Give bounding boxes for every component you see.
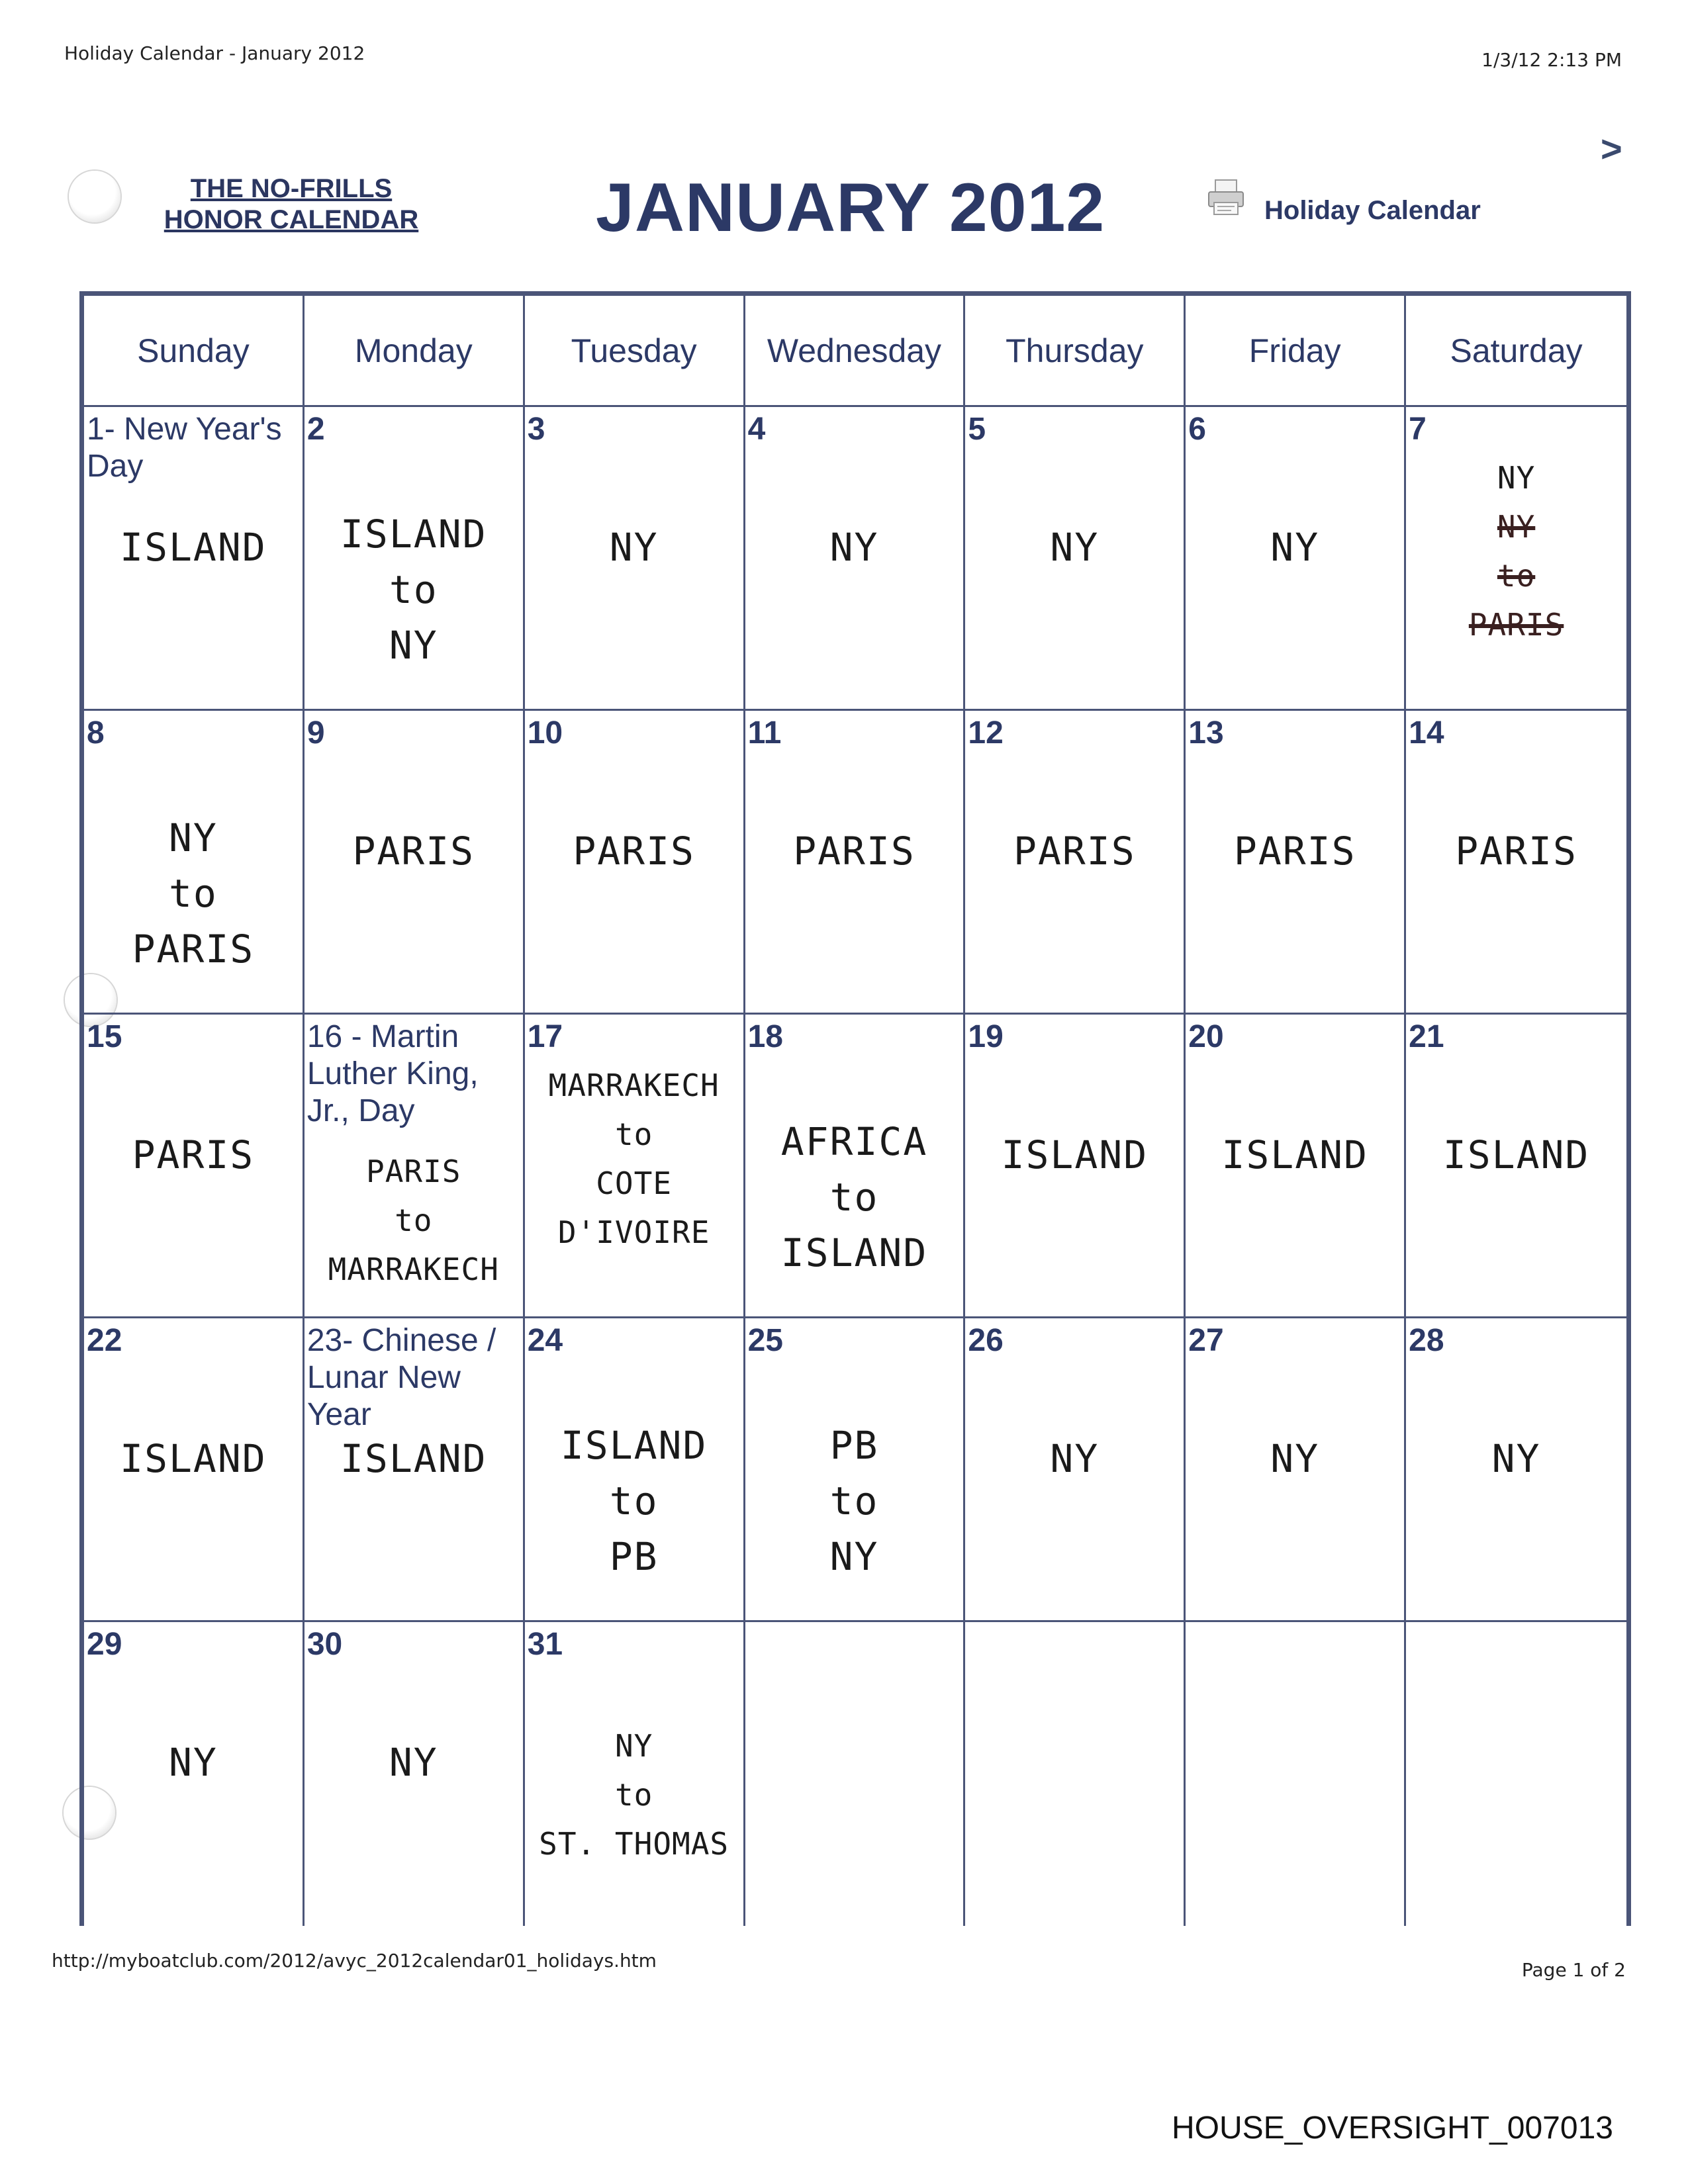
calendar-grid	[79, 291, 1631, 1926]
day-number: 7	[1409, 412, 1427, 447]
handwritten-note	[305, 1735, 523, 1790]
day-number: 15	[87, 1019, 122, 1054]
weekday-monday: Monday	[305, 296, 525, 407]
note-line: PARIS	[1468, 607, 1564, 643]
day-number: 28	[1409, 1323, 1444, 1358]
note-line: NY	[1497, 460, 1536, 496]
day-number: 27	[1188, 1323, 1224, 1358]
note-line: MARRAKECH	[328, 1251, 499, 1287]
calendar-day-cell	[1406, 407, 1626, 711]
calendar-day-cell	[1186, 1622, 1406, 1926]
note-line: NY	[829, 1534, 879, 1579]
calendar-day-cell	[745, 1015, 966, 1318]
handwritten-note	[525, 823, 743, 879]
note-line: to	[1497, 558, 1536, 594]
calendar-day-cell	[525, 711, 745, 1015]
day-number: 22	[87, 1323, 122, 1358]
note-line: AFRICA	[780, 1119, 928, 1164]
note-line: ISLAND	[1221, 1132, 1368, 1177]
note-line: NY	[389, 623, 438, 668]
note-line: NY	[389, 1740, 438, 1785]
calendar-day-cell	[1186, 1318, 1406, 1622]
weekday-tuesday: Tuesday	[525, 296, 745, 407]
day-number: 18	[747, 1019, 783, 1054]
bates-number: HOUSE_OVERSIGHT_007013	[1172, 2111, 1613, 2146]
print-footer-page: Page 1 of 2	[1521, 1959, 1626, 1981]
weekday-saturday: Saturday	[1406, 296, 1626, 407]
note-line: PARIS	[793, 829, 915, 874]
note-line: NY	[609, 525, 659, 570]
handwritten-note	[84, 810, 303, 977]
note-line: PB	[609, 1534, 659, 1579]
calendar-day-cell	[965, 1015, 1186, 1318]
day-number: 26	[968, 1323, 1004, 1358]
brand-line-1: THE NO-FRILLS	[190, 174, 393, 203]
day-number: 25	[747, 1323, 783, 1358]
day-number: 21	[1409, 1019, 1444, 1054]
handwritten-note	[525, 1418, 743, 1584]
day-number: 5	[968, 412, 986, 447]
handwritten-note	[84, 520, 303, 575]
handwritten-note	[84, 1431, 303, 1486]
calendar-day-cell	[525, 1015, 745, 1318]
day-number: 31	[527, 1627, 563, 1662]
note-line: ST. THOMAS	[539, 1826, 729, 1862]
handwritten-note	[305, 1431, 523, 1486]
day-number: 3	[527, 412, 545, 447]
note-line: NY	[1491, 1436, 1541, 1481]
handwritten-note	[965, 1431, 1184, 1486]
binder-hole-top	[69, 171, 120, 222]
note-line: NY	[1050, 1436, 1100, 1481]
calendar-day-cell	[965, 711, 1186, 1015]
honor-calendar-link[interactable]	[152, 173, 430, 236]
calendar-day-cell	[525, 407, 745, 711]
weekday-sunday: Sunday	[84, 296, 305, 407]
note-line: ISLAND	[340, 512, 487, 557]
weekday-wednesday: Wednesday	[745, 296, 966, 407]
handwritten-note	[84, 1127, 303, 1183]
note-line: D'IVOIRE	[557, 1214, 710, 1250]
note-line: MARRAKECH	[548, 1068, 720, 1103]
day-number: 23- Chinese / Lunar New Year	[306, 1323, 496, 1432]
handwritten-note	[305, 1147, 523, 1294]
note-line: ISLAND	[780, 1230, 928, 1275]
print-header-datetime: 1/3/12 2:13 PM	[1481, 49, 1622, 71]
day-number: 4	[747, 412, 766, 447]
handwritten-note	[965, 1127, 1184, 1183]
note-line: PARIS	[573, 829, 695, 874]
note-line: NY	[1270, 1436, 1320, 1481]
calendar-day-cell	[1186, 407, 1406, 711]
handwritten-note	[1406, 453, 1626, 649]
note-line: to	[609, 1479, 659, 1524]
calendar-day-cell	[745, 711, 966, 1015]
calendar-day-cell	[305, 1015, 525, 1318]
note-line: NY	[1270, 525, 1320, 570]
note-line: to	[614, 1116, 653, 1152]
day-number: 29	[87, 1627, 122, 1662]
note-line: ISLAND	[120, 1436, 267, 1481]
day-number: 9	[306, 715, 325, 751]
calendar-day-cell	[965, 1318, 1186, 1622]
note-line: ISLAND	[560, 1423, 708, 1468]
note-line: PB	[829, 1423, 879, 1468]
printer-icon[interactable]	[1206, 177, 1248, 218]
note-line: ISLAND	[1442, 1132, 1590, 1177]
day-number: 19	[968, 1019, 1004, 1054]
weekday-thursday: Thursday	[965, 296, 1186, 407]
handwritten-note	[1186, 1431, 1404, 1486]
calendar-day-cell	[1186, 711, 1406, 1015]
note-line: NY	[169, 1740, 218, 1785]
handwritten-note	[84, 1735, 303, 1790]
handwritten-note	[525, 1721, 743, 1868]
calendar-day-cell	[965, 407, 1186, 711]
day-number: 17	[527, 1019, 563, 1054]
note-line: PARIS	[132, 927, 255, 972]
calendar-day-cell	[525, 1622, 745, 1926]
note-line: to	[395, 1203, 433, 1238]
day-number: 10	[527, 715, 563, 751]
note-line: NY	[1497, 509, 1536, 545]
calendar-day-cell	[525, 1318, 745, 1622]
note-line: NY	[169, 815, 218, 860]
note-line: PARIS	[1013, 829, 1136, 874]
brand-line-2: HONOR CALENDAR	[164, 205, 419, 234]
day-number: 1- New Year's Day	[87, 412, 282, 484]
note-line: to	[389, 567, 438, 612]
calendar-day-cell	[84, 1015, 305, 1318]
note-line: PARIS	[1233, 829, 1356, 874]
handwritten-note	[305, 823, 523, 879]
day-number: 6	[1188, 412, 1206, 447]
handwritten-note	[965, 823, 1184, 879]
handwritten-note	[1186, 1127, 1404, 1183]
note-line: to	[829, 1175, 879, 1220]
calendar-day-cell	[1406, 711, 1626, 1015]
note-line: PARIS	[366, 1154, 461, 1189]
note-line: PARIS	[352, 829, 475, 874]
note-line: ISLAND	[340, 1436, 487, 1481]
handwritten-note	[745, 1114, 964, 1281]
note-line: NY	[1050, 525, 1100, 570]
day-number: 24	[527, 1323, 563, 1358]
month-title: JANUARY 2012	[596, 169, 1105, 246]
handwritten-note	[525, 1061, 743, 1257]
day-number: 14	[1409, 715, 1444, 751]
day-number: 12	[968, 715, 1004, 751]
day-number: 30	[306, 1627, 343, 1662]
handwritten-note	[525, 520, 743, 575]
note-line: to	[829, 1479, 879, 1524]
handwritten-note	[745, 823, 964, 879]
note-line: to	[614, 1777, 653, 1813]
day-number: 11	[747, 715, 782, 751]
calendar-day-cell	[745, 407, 966, 711]
note-line: PARIS	[1455, 829, 1577, 874]
handwritten-note	[965, 520, 1184, 575]
day-number: 13	[1188, 715, 1224, 751]
note-line: NY	[829, 525, 879, 570]
handwritten-note	[1186, 520, 1404, 575]
handwritten-note	[1406, 823, 1626, 879]
calendar-day-cell	[305, 1318, 525, 1622]
calendar-day-cell	[305, 407, 525, 711]
note-line: COTE	[596, 1165, 673, 1201]
note-line: PARIS	[132, 1132, 255, 1177]
calendar-day-cell	[84, 1622, 305, 1926]
calendar-day-cell	[84, 711, 305, 1015]
handwritten-note	[1186, 823, 1404, 879]
weekday-friday: Friday	[1186, 296, 1406, 407]
note-line: NY	[614, 1728, 653, 1764]
calendar-day-cell	[1406, 1015, 1626, 1318]
day-number: 2	[306, 412, 325, 447]
note-line: ISLAND	[1001, 1132, 1149, 1177]
handwritten-note	[305, 506, 523, 673]
note-line: ISLAND	[120, 525, 267, 570]
calendar-day-cell	[305, 711, 525, 1015]
calendar-day-cell	[1186, 1015, 1406, 1318]
next-page-arrow-icon[interactable]: >	[1601, 128, 1622, 169]
day-number: 8	[87, 715, 105, 751]
calendar-day-cell	[965, 1622, 1186, 1926]
handwritten-note	[745, 520, 964, 575]
day-number: 20	[1188, 1019, 1224, 1054]
handwritten-note	[1406, 1431, 1626, 1486]
holiday-calendar-link[interactable]: Holiday Calendar	[1264, 196, 1481, 225]
calendar-day-cell	[745, 1622, 966, 1926]
calendar-day-cell	[1406, 1318, 1626, 1622]
note-line: to	[169, 871, 218, 916]
day-number: 16 - Martin Luther King, Jr., Day	[306, 1019, 479, 1128]
handwritten-note	[745, 1418, 964, 1584]
calendar-day-cell	[84, 1318, 305, 1622]
calendar-day-cell	[1406, 1622, 1626, 1926]
print-footer-url: http://myboatclub.com/2012/avyc_2012calendar01_holidays.htm	[52, 1950, 657, 1972]
print-header-title: Holiday Calendar - January 2012	[64, 42, 365, 64]
calendar-day-cell	[305, 1622, 525, 1926]
calendar-day-cell	[84, 407, 305, 711]
calendar-day-cell	[745, 1318, 966, 1622]
handwritten-note	[1406, 1127, 1626, 1183]
